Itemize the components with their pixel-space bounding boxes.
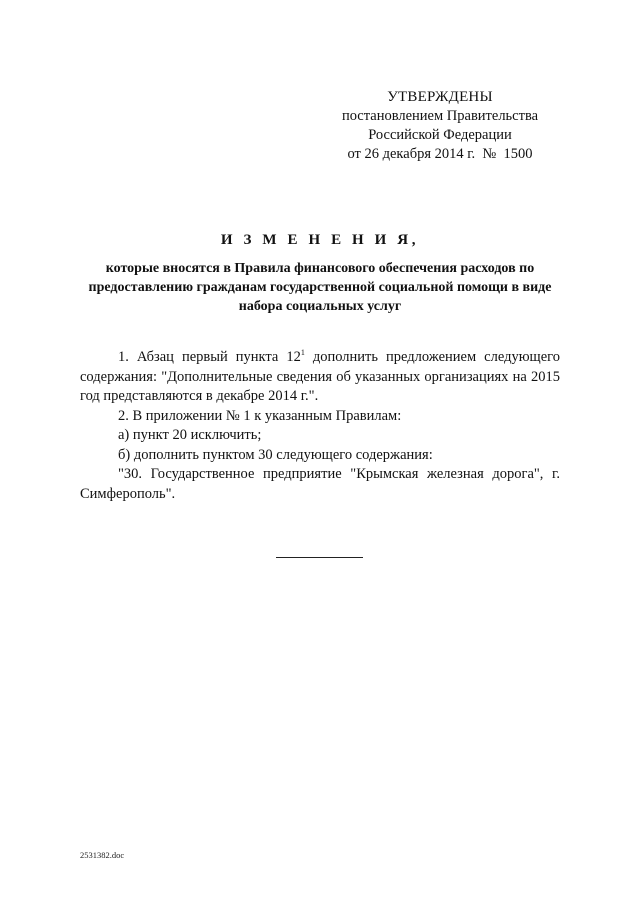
document-title: И З М Е Н Е Н И Я, [220,232,420,248]
closing-divider-line [276,557,363,558]
paragraph-1-end: дополнить предложением следующего содержания: "Дополнительные сведения об указанных организациях на 2015 год представляются в декабре 2014 г.". [80,349,560,404]
file-code: 2531382.doc [80,850,125,860]
paragraph-2: 2. В приложении № 1 к указанным Правилам: [118,407,402,424]
approval-line-decree: постановлением Правительства [341,108,539,124]
paragraph-2b: б) дополнить пунктом 30 следующего содержания: [118,446,433,463]
approval-date-number: от 26 декабря 2014 г. № 1500 [347,146,533,162]
paragraph-1-start: 1. Абзац первый пункта 12 [118,349,301,365]
approved-heading: УТВЕРЖДЕНЫ [387,89,493,105]
document-subtitle: которые вносятся в Правила финансового обеспечения расходов по предоставлению гражданам государственной социальной помощи в виде набора социальных услуг [88,261,552,314]
document-body [80,348,560,504]
paragraph-2a: а) пункт 20 исключить; [118,427,262,443]
approval-line-federation: Российской Федерации [368,127,512,143]
approval-block [330,88,550,164]
paragraph-2b-quote: "30. Государственное предприятие "Крымская железная дорога", г. Симферополь". [80,466,560,502]
paragraph-1 [80,348,560,407]
paragraph-1-superscript: 1 [300,348,305,357]
